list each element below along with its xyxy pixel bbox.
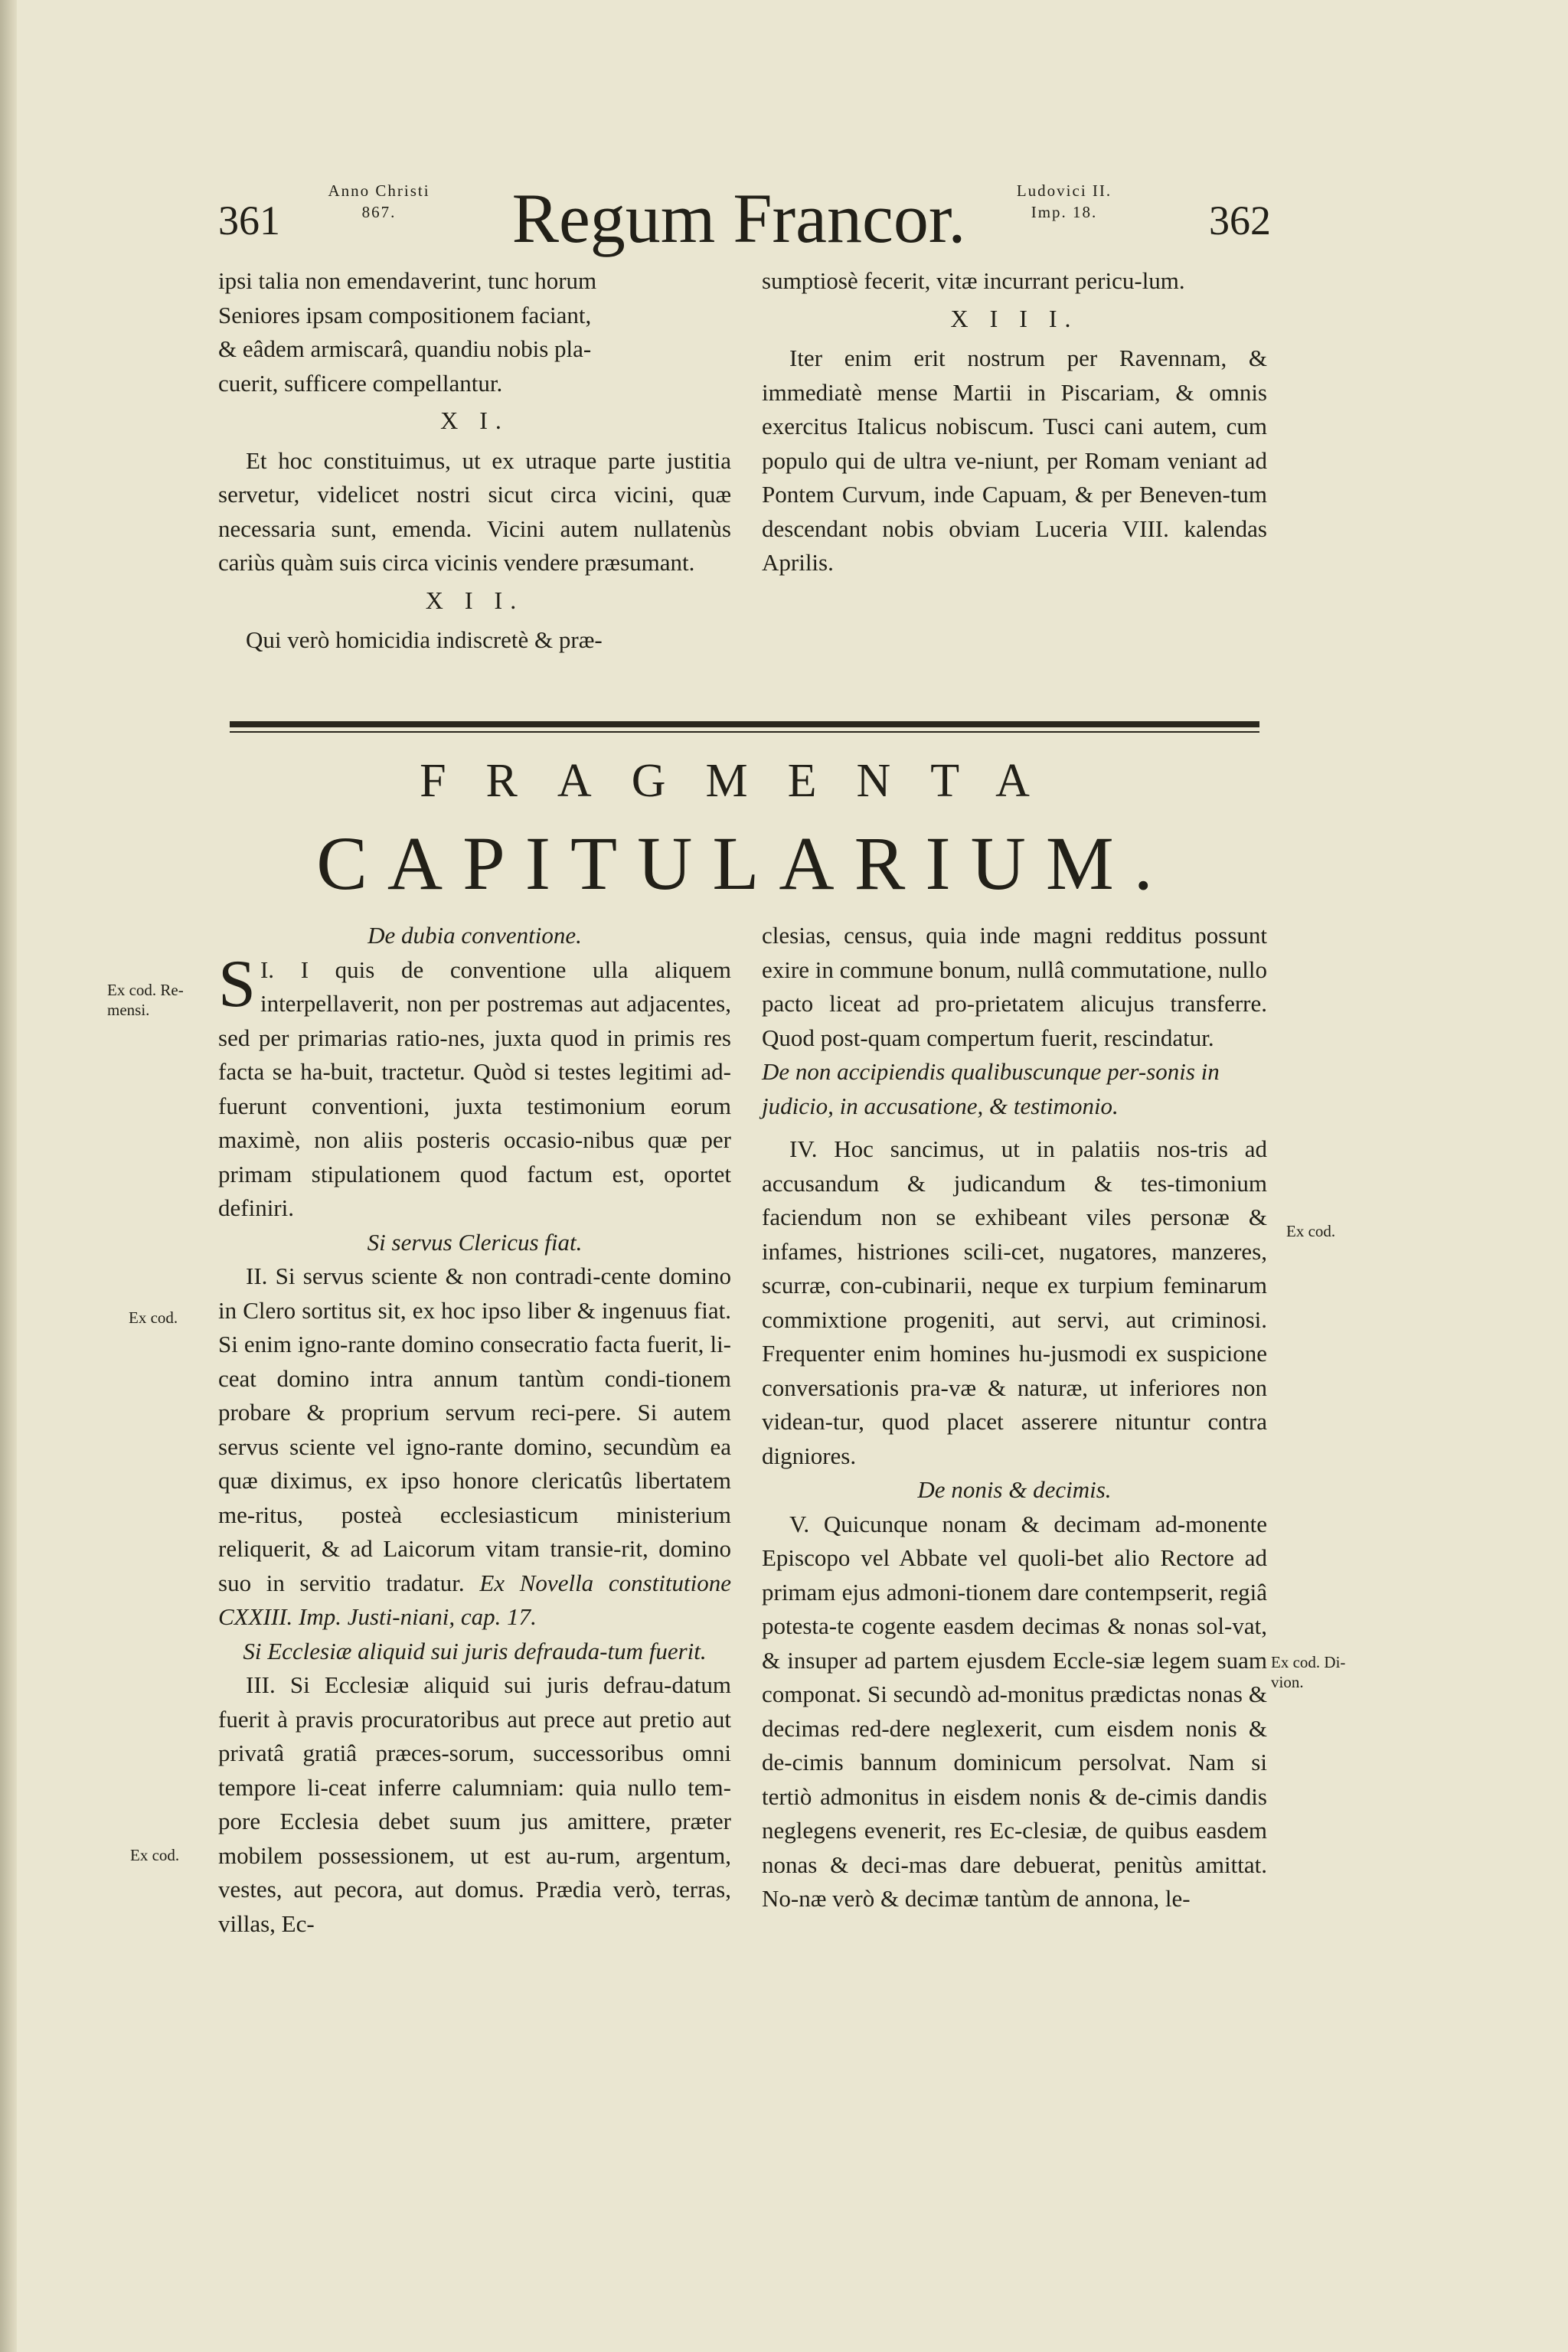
continued-text	[218, 264, 731, 400]
section-ii-text	[218, 1259, 731, 1635]
margin-note-line: mensi.	[107, 1001, 150, 1019]
anno-line2: 867.	[361, 203, 397, 221]
ludovici-imp	[988, 180, 1141, 223]
rubric-de-dubia: De dubia conventione.	[368, 922, 582, 949]
section-ii-citation: Ex Novella constitutione CXXIII. Imp. Justi-niani, cap. 17.	[218, 1569, 732, 1630]
running-header	[218, 180, 1271, 264]
continued-text: sumptiosè fecerit, vitæ incurrant pericu-lum.	[762, 267, 1185, 294]
rubric-si-ecclesiae: Si Ecclesiæ aliquid sui juris defrauda-tum fuerit.	[243, 1637, 707, 1664]
text-line: Seniores ipsam compositionem faciant,	[218, 301, 592, 328]
section-xiii-heading: X I I I.	[950, 304, 1079, 332]
section-i-body: I quis de conventione ulla aliquem interpellaverit, non per postremas aut adjacentes, sed per primarias ratio-nes, juxta quod in primis res facta se ha-buit, tractetur. Quòd si testes legitimi ad-fuerunt conventioni, juxta testimonium eorum maximè, non aliis posteris occasio-nibus quæ per primam stipulationem quod factum est, oportet definiri.	[218, 956, 732, 1221]
section-i-number: I.	[260, 956, 275, 983]
margin-note-1	[107, 980, 184, 1020]
rubric-de-nonis: De nonis & decimis.	[917, 1476, 1112, 1503]
rubric-si-servus: Si servus Clericus fiat.	[367, 1228, 583, 1256]
divider-thick	[230, 721, 1259, 727]
margin-note-line: Ex cod. Di-	[1271, 1653, 1346, 1671]
divider-thin	[230, 731, 1259, 733]
section-iv-text: IV. Hoc sancimus, ut in palatiis nos-tris ad accusandum & judicandum & tes-timonium faciendum non se exhibeant viles personæ & infames, histriones scili-cet, nugatores, manzeres, scurræ, con-cubinarii, neque ex turpium feminarum commixtione progeniti, aut servi, aut criminosi. Frequenter enim homines hu-jusmodi ex suspicione conversationis pra-væ & naturæ, ut inferiores non videan-tur, quod placet asserere nituntur contra digniores.	[762, 1135, 1267, 1469]
section-xii-heading: X I I.	[425, 586, 524, 614]
anno-line1: Anno Christi	[328, 181, 430, 200]
ludovici-line1: Ludovici II.	[1016, 181, 1112, 200]
top-left-column	[218, 264, 731, 658]
spacer	[762, 1123, 1267, 1132]
top-right-column	[762, 264, 1267, 580]
section-xi-text: Et hoc constituimus, ut ex utraque parte justitia servetur, videlicet nostri sicut circa vicini, quæ necessaria sunt, emenda. Vicini autem nullatenùs cariùs quàm suis circa vicinis vendere præsumant.	[218, 446, 731, 576]
continued-text: clesias, census, quia inde magni redditus possunt exire in commune bonum, nullâ commutatione, nullo pacto liceat ad pro-prietatem alicujus transferre. Quod post-quam compertum fuerit, rescindatur.	[762, 922, 1267, 1051]
text-line: ipsi talia non emendaverint, tunc horum	[218, 267, 597, 294]
section-i-text	[218, 946, 732, 1226]
running-title: Regum Francor.	[511, 179, 966, 257]
title-line2: CAPITULARIUM.	[316, 821, 1173, 906]
section-ii-body: II. Si servus sciente & non contradi-cente domino in Clero sortitus sit, ex hoc ipso liber & ingenuus fiat. Si enim igno-rante domino consecratio facta fuerit, li-ceat domino intra annum tantùm condi-tionem probare & proprium servum reci-pere. Si autem servus sciente vel igno-rante domino, secundùm ea quæ diximus, ex ipso honore clericatûs libertatem me-ritus, posteà ecclesiasticum ministerium reliquerit, & ad Laicorum vitam transie-rit, domino suo in servitio tradatur.	[218, 1263, 731, 1596]
bottom-left-column	[218, 919, 731, 1941]
margin-note-4: Ex cod.	[1286, 1222, 1336, 1240]
section-iii-text: III. Si Ecclesiæ aliquid sui juris defrau-datum fuerit à pravis procuratoribus aut prece aut pretio aut privatâ gratiâ præces-sorum, successoribus omni tempore li-ceat inferre calumniam: quia nullo tem-pore Ecclesia debet suum jus amittere, præter mobilem possessionem, ut est au-rum, argentum, vestes, aut pecora, aut domus. Prædia verò, terras, villas, Ec-	[218, 1671, 731, 1937]
section-xii-text: Qui verò homicidia indiscretè & præ-	[246, 626, 603, 653]
section-v-text: V. Quicunque nonam & decimam ad-monente Episcopo vel Abbate vel quoli-bet alio Rectore ad primam ejus admoni-tionem dare contempserit, regiâ potesta-te cogente easdem decimas & nonas sol-vat, & insuper ad partem ejusdem Eccle-siæ legem suam componat. Si secundò ad-monitus prædictas nonas & decimas red-dere neglexerit, cum eisdem nonis & de-cimis bannum dominicum persolvat. Nam si tertiò admonitus in eisdem nonis & de-cimis dandis neglegens evenerit, res Ec-clesiæ, de quibus easdem nonas & deci-mas dare debuerat, penitùs amittat. No-næ verò & decimæ tantùm de annona, le-	[762, 1510, 1267, 1912]
margin-note-line: Ex cod. Re-	[107, 981, 184, 999]
margin-note-line: vion.	[1271, 1673, 1304, 1691]
text-line: cuerit, sufficere compellantur.	[218, 369, 503, 397]
page-number-left: 361	[218, 198, 280, 243]
title-line1: FRAGMENTA	[420, 755, 1070, 807]
margin-note-3: Ex cod.	[130, 1846, 180, 1864]
section-xiii-text: Iter enim erit nostrum per Ravennam, & immediatè mense Martii in Piscariam, & omnis exercitus Italicus nobiscum. Tusci cani autem, cum populo qui de ultra ve-niunt, per Romam veniant ad Pontem Curvum, inde Capuam, & per Beneven-tum descendant nobis obviam Luceria VIII. kalendas Aprilis.	[762, 345, 1267, 576]
ludovici-line2: Imp. 18.	[1031, 203, 1098, 221]
page-number-right: 362	[1209, 198, 1271, 243]
drop-cap: S	[218, 946, 256, 1021]
section-xi-heading: X I.	[440, 407, 509, 434]
bottom-right-column	[762, 919, 1267, 1916]
margin-note-2: Ex cod.	[129, 1308, 178, 1327]
binding-edge	[0, 0, 17, 2352]
margin-note-5	[1271, 1652, 1345, 1692]
anno-christi	[302, 180, 456, 223]
rubric-de-non-accipiendis: De non accipiendis qualibuscunque per-sonis in judicio, in accusatione, & testimonio.	[762, 1058, 1220, 1119]
text-line: & eâdem armiscarâ, quandiu nobis pla-	[218, 335, 592, 362]
